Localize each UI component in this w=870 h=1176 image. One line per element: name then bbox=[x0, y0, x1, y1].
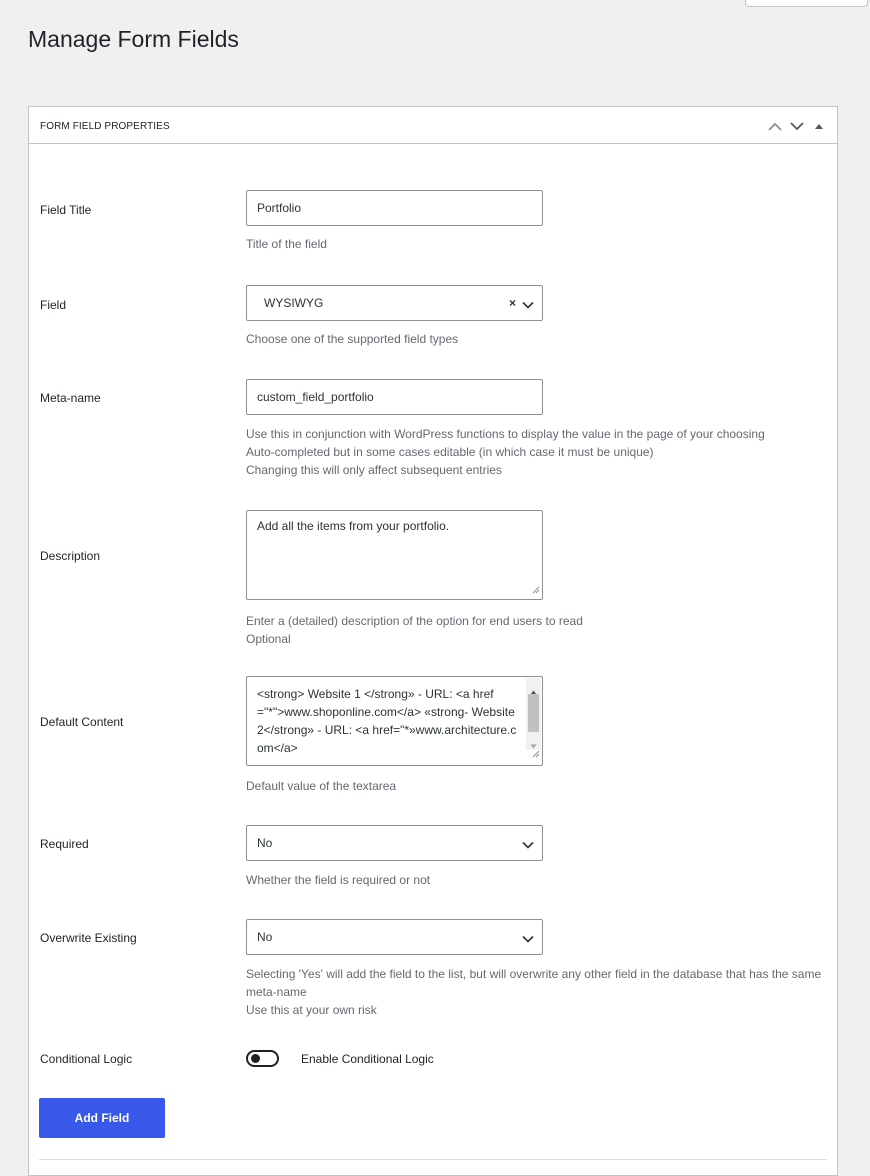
conditional-logic-label: Conditional Logic bbox=[40, 1052, 133, 1066]
chevron-down-icon bbox=[522, 838, 534, 852]
description-label: Description bbox=[40, 549, 101, 563]
field-type-value: WYSIWYG bbox=[264, 296, 324, 310]
page-title: Manage Form Fields bbox=[28, 26, 239, 52]
conditional-logic-toggle-label: Enable Conditional Logic bbox=[301, 1052, 434, 1066]
chevron-down-icon bbox=[522, 932, 534, 946]
overwrite-existing-value: No bbox=[257, 930, 273, 944]
resize-grip-icon[interactable] bbox=[532, 745, 540, 763]
field-type-select[interactable] bbox=[246, 285, 543, 321]
postbox-handle-actions bbox=[765, 116, 829, 136]
screen-options-tab[interactable] bbox=[745, 0, 868, 7]
meta-name-input[interactable]: custom_field_portfolio bbox=[246, 379, 543, 415]
meta-name-description bbox=[246, 425, 765, 479]
required-description: Whether the field is required or not bbox=[246, 873, 431, 887]
resize-grip-icon[interactable] bbox=[532, 583, 540, 597]
clear-selection-icon[interactable]: × bbox=[508, 296, 516, 310]
required-label: Required bbox=[40, 837, 89, 851]
field-title-label: Field Title bbox=[40, 203, 92, 217]
field-title-input[interactable]: Portfolio bbox=[246, 190, 543, 226]
textarea-scrollbar[interactable] bbox=[526, 678, 541, 750]
field-title-description: Title of the field bbox=[246, 237, 327, 251]
default-content-description: Default value of the textarea bbox=[246, 779, 397, 793]
field-type-description: Choose one of the supported field types bbox=[246, 332, 459, 346]
chevron-up-icon[interactable] bbox=[765, 116, 785, 136]
description-help-line: Optional bbox=[246, 632, 291, 646]
required-value: No bbox=[257, 836, 273, 850]
triangle-up-icon[interactable] bbox=[809, 116, 829, 136]
meta-name-description-line: Changing this will only affect subsequent entries bbox=[246, 463, 502, 477]
description-help-line: Enter a (detailed) description of the option for end users to read bbox=[246, 614, 583, 628]
add-field-button[interactable]: Add Field bbox=[39, 1098, 165, 1138]
meta-name-description-line: Use this in conjunction with WordPress functions to display the value in the page of your choosing bbox=[246, 427, 765, 441]
overwrite-description-line: meta-name bbox=[246, 985, 307, 999]
scrollbar-thumb[interactable] bbox=[528, 694, 539, 732]
description-help bbox=[246, 612, 583, 648]
form-field-properties-box bbox=[28, 106, 838, 1176]
description-textarea[interactable] bbox=[246, 510, 543, 600]
description-text: Add all the items from your portfolio. bbox=[257, 519, 450, 533]
default-content-textarea[interactable] bbox=[246, 676, 543, 766]
default-content-text: <strong> Website 1 </strong» - URL: <a href="*">www.shoponline.com</a> «strong- Website 2</strong» - URL: <a href="*»www.architecture.com</a> bbox=[257, 687, 517, 755]
default-content-label: Default Content bbox=[40, 715, 124, 729]
meta-name-description-line: Auto-completed but in some cases editable (in which case it must be unique) bbox=[246, 445, 654, 459]
postbox-header bbox=[29, 107, 837, 144]
meta-name-label: Meta-name bbox=[40, 391, 101, 405]
conditional-logic-toggle[interactable] bbox=[246, 1050, 279, 1067]
overwrite-existing-label: Overwrite Existing bbox=[40, 931, 137, 945]
overwrite-description-line: Selecting 'Yes' will add the field to the list, but will overwrite any other field in the database that has the same bbox=[246, 967, 822, 981]
divider bbox=[39, 1159, 827, 1160]
required-select[interactable] bbox=[246, 825, 543, 861]
overwrite-description-line: Use this at your own risk bbox=[246, 1003, 377, 1017]
field-type-label: Field bbox=[40, 298, 67, 312]
postbox-title: FORM FIELD PROPERTIES bbox=[40, 121, 170, 132]
overwrite-existing-select[interactable] bbox=[246, 919, 543, 955]
toggle-knob bbox=[251, 1054, 260, 1063]
chevron-down-icon bbox=[522, 298, 534, 312]
chevron-down-icon[interactable] bbox=[787, 116, 807, 136]
overwrite-existing-description bbox=[246, 965, 826, 1019]
